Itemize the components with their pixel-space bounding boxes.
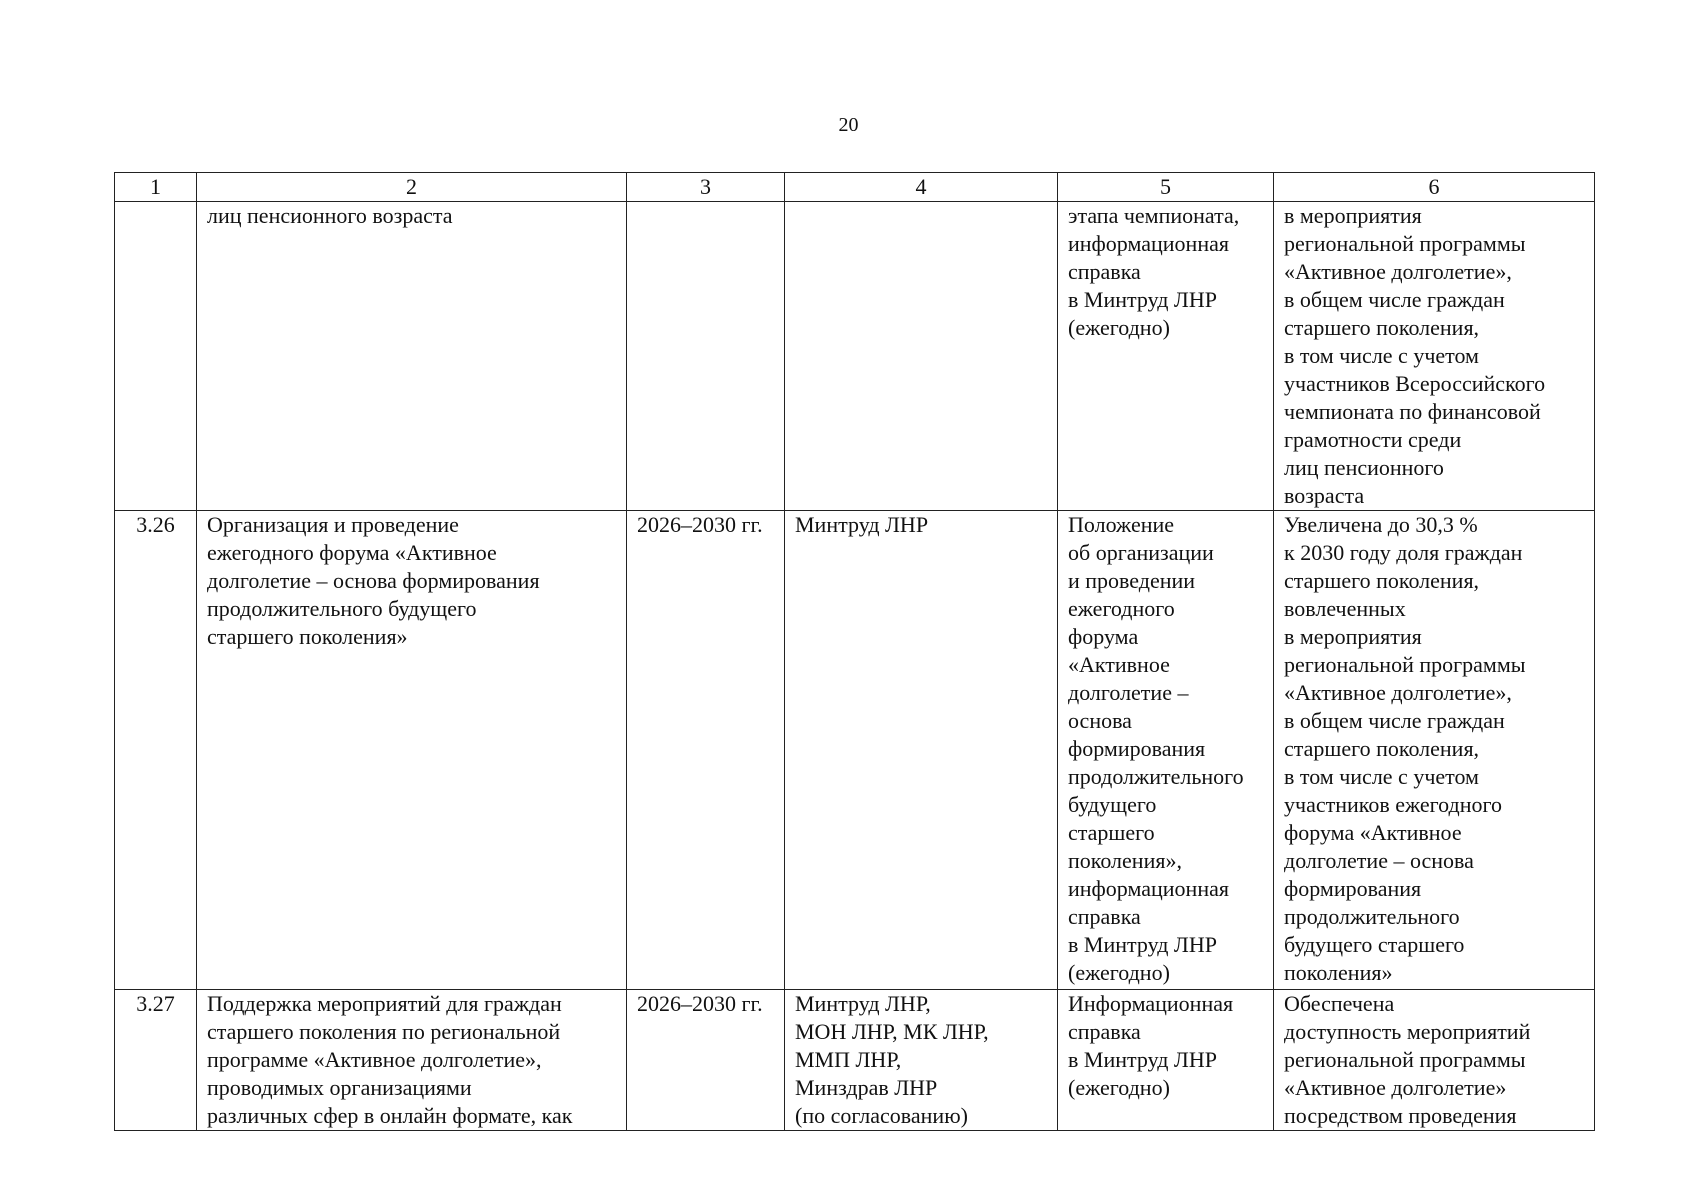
cell-line: продолжительного будущего	[207, 596, 477, 621]
cell-line: Положение	[1068, 512, 1175, 537]
cell-line: региональной программы	[1284, 231, 1526, 256]
cell-line: 2026–2030 гг.	[637, 991, 763, 1016]
cell-line: в Минтруд ЛНР	[1068, 287, 1217, 312]
cell-line: чемпионата по финансовой	[1284, 399, 1541, 424]
header-col-6: 6	[1274, 173, 1595, 202]
header-col-1: 1	[115, 173, 197, 202]
cell-line: долголетие –	[1068, 680, 1189, 705]
row-number: 3.27	[115, 990, 197, 1131]
cell-line: ММП ЛНР,	[795, 1047, 902, 1072]
cell-line: МОН ЛНР, МК ЛНР,	[795, 1019, 989, 1044]
cell-line: доступность мероприятий	[1284, 1019, 1531, 1044]
cell-line: старшего	[1068, 820, 1155, 845]
cell-line: в Минтруд ЛНР	[1068, 932, 1217, 957]
cell-line: в том числе с учетом	[1284, 764, 1479, 789]
cell-line: Поддержка мероприятий для граждан	[207, 991, 562, 1016]
cell-line: региональной программы	[1284, 1047, 1526, 1072]
cell-line: старшего поколения,	[1284, 736, 1480, 761]
cell-line: (ежегодно)	[1068, 960, 1170, 985]
table-row	[115, 990, 1595, 1131]
cell-line: посредством проведения	[1284, 1103, 1517, 1128]
cell-line: региональной программы	[1284, 652, 1526, 677]
expected-result-cell	[1274, 202, 1595, 511]
cell-line: долголетие – основа	[1284, 848, 1474, 873]
cell-line: Минтруд ЛНР	[795, 512, 929, 537]
header-col-4: 4	[785, 173, 1058, 202]
measure-name-cell	[197, 202, 627, 511]
cell-line: старшего поколения,	[1284, 568, 1480, 593]
cell-line: будущего	[1068, 792, 1157, 817]
cell-line: Обеспечена	[1284, 991, 1395, 1016]
cell-line: этапа чемпионата,	[1068, 203, 1240, 228]
header-col-5: 5	[1058, 173, 1274, 202]
cell-line: (по согласованию)	[795, 1103, 968, 1128]
cell-line: справка	[1068, 1019, 1141, 1044]
cell-line: проводимых организациями	[207, 1075, 472, 1100]
cell-line: в Минтруд ЛНР	[1068, 1047, 1217, 1072]
cell-line: будущего старшего	[1284, 932, 1465, 957]
cell-line: «Активное долголетие»	[1284, 1075, 1507, 1100]
cell-line: поколения»	[1284, 960, 1393, 985]
expected-result-cell	[1274, 990, 1595, 1131]
cell-line: программе «Активное долголетие»,	[207, 1047, 542, 1072]
cell-line: возраста	[1284, 483, 1365, 508]
header-row	[115, 173, 1595, 202]
measure-name-cell	[197, 990, 627, 1131]
row-number	[115, 202, 197, 511]
row-number: 3.26	[115, 511, 197, 990]
cell-line: продолжительного	[1284, 904, 1460, 929]
cell-line: участников Всероссийского	[1284, 371, 1546, 396]
cell-line: продолжительного	[1068, 764, 1244, 789]
cell-line: Информационная	[1068, 991, 1234, 1016]
cell-line: лиц пенсионного	[1284, 455, 1444, 480]
cell-line: в мероприятия	[1284, 624, 1422, 649]
cell-line: 2026–2030 гг.	[637, 512, 763, 537]
cell-line: к 2030 году доля граждан	[1284, 540, 1523, 565]
report-form-cell	[1058, 511, 1274, 990]
cell-line: формирования	[1068, 736, 1206, 761]
cell-line: Увеличена до 30,3 %	[1284, 512, 1478, 537]
header-col-2: 2	[197, 173, 627, 202]
cell-line: Организация и проведение	[207, 512, 459, 537]
cell-line: Минтруд ЛНР,	[795, 991, 931, 1016]
cell-line: старшего поколения по региональной	[207, 1019, 561, 1044]
cell-line: Минздрав ЛНР	[795, 1075, 938, 1100]
table-row	[115, 202, 1595, 511]
cell-line: различных сфер в онлайн формате, как	[207, 1103, 573, 1128]
header-col-3: 3	[627, 173, 785, 202]
page-number: 20	[838, 114, 859, 136]
cell-line: форума	[1068, 624, 1139, 649]
cell-line: об организации	[1068, 540, 1214, 565]
cell-line: долголетие – основа формирования	[207, 568, 540, 593]
cell-line: информационная	[1068, 876, 1229, 901]
period-cell	[627, 511, 785, 990]
cell-line: в общем числе граждан	[1284, 287, 1505, 312]
report-form-cell	[1058, 202, 1274, 511]
cell-line: грамотности среди	[1284, 427, 1462, 452]
measure-name-cell	[197, 511, 627, 990]
cell-line: основа	[1068, 708, 1132, 733]
measures-table	[114, 172, 1595, 1131]
cell-line: информационная	[1068, 231, 1229, 256]
period-cell	[627, 202, 785, 511]
period-cell	[627, 990, 785, 1131]
cell-line: (ежегодно)	[1068, 315, 1170, 340]
responsible-cell	[785, 511, 1058, 990]
cell-line: (ежегодно)	[1068, 1075, 1170, 1100]
cell-line: старшего поколения»	[207, 624, 408, 649]
responsible-cell	[785, 202, 1058, 511]
cell-line: вовлеченных	[1284, 596, 1406, 621]
cell-line: форума «Активное	[1284, 820, 1462, 845]
cell-line: поколения»,	[1068, 848, 1182, 873]
cell-line: и проведении	[1068, 568, 1196, 593]
responsible-cell	[785, 990, 1058, 1131]
cell-line: «Активное	[1068, 652, 1170, 677]
cell-line: старшего поколения,	[1284, 315, 1480, 340]
expected-result-cell	[1274, 511, 1595, 990]
cell-line: справка	[1068, 904, 1141, 929]
cell-line: в том числе с учетом	[1284, 343, 1479, 368]
cell-line: в общем числе граждан	[1284, 708, 1505, 733]
cell-line: участников ежегодного	[1284, 792, 1502, 817]
cell-line: справка	[1068, 259, 1141, 284]
table-row	[115, 511, 1595, 990]
report-form-cell	[1058, 990, 1274, 1131]
cell-line: ежегодного	[1068, 596, 1175, 621]
cell-line: лиц пенсионного возраста	[207, 203, 453, 228]
cell-line: «Активное долголетие»,	[1284, 680, 1512, 705]
cell-line: ежегодного форума «Активное	[207, 540, 497, 565]
cell-line: формирования	[1284, 876, 1422, 901]
cell-line: в мероприятия	[1284, 203, 1422, 228]
cell-line: «Активное долголетие»,	[1284, 259, 1512, 284]
